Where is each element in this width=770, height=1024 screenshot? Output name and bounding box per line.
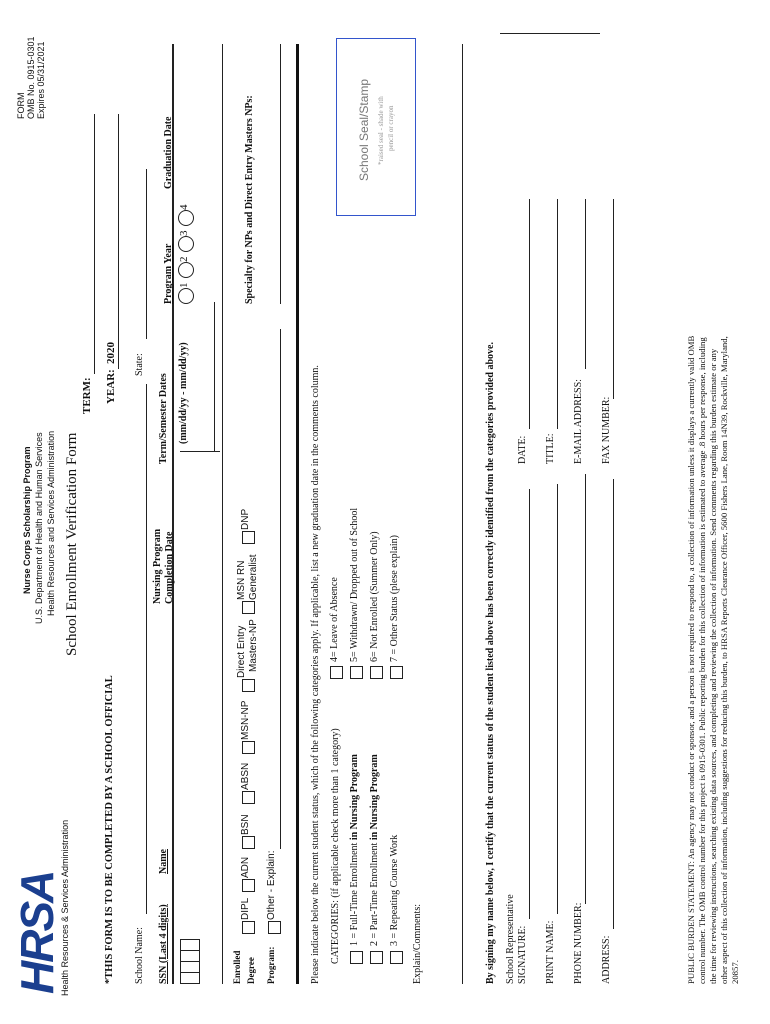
print-name-line xyxy=(557,484,558,914)
category-1-checkbox[interactable] xyxy=(350,951,363,964)
department-name: U.S. Department of Health and Human Services xyxy=(34,432,44,624)
category-7-checkbox[interactable] xyxy=(390,666,403,679)
completion-header-2: Completion Date xyxy=(164,531,175,604)
category-2-bold: in Nursing Program xyxy=(369,754,380,841)
degree-other-checkbox[interactable] xyxy=(268,921,281,934)
seal-note-2: pencil or crayon xyxy=(387,105,395,151)
term-dates-header: Term/Semester Dates xyxy=(158,373,169,464)
program-year-3-label: 3 xyxy=(178,230,190,236)
state-label: State: xyxy=(134,353,145,376)
category-5-checkbox[interactable] xyxy=(350,666,363,679)
term-line xyxy=(94,114,95,374)
program-year-header: Program Year xyxy=(163,243,174,304)
seal-title: School Seal/Stamp xyxy=(357,78,371,181)
ssn-digit-box[interactable] xyxy=(180,972,200,984)
school-representative-label: School Representative xyxy=(505,894,516,984)
address-line xyxy=(613,479,614,929)
category-7-label: 7 = Other Status (plese explain) xyxy=(389,535,400,662)
program-label: Program: xyxy=(266,946,276,984)
program-year-1-radio[interactable] xyxy=(178,288,194,304)
year-line xyxy=(118,114,119,369)
category-1-text: 1 = Full-Time Enrollment xyxy=(349,842,360,946)
category-5-label: 5= Withdrawn/ Dropped out of School xyxy=(349,507,360,662)
year-label: YEAR: xyxy=(105,369,117,404)
category-2-checkbox[interactable] xyxy=(370,951,383,964)
table-row-rule xyxy=(222,44,223,984)
signature-line xyxy=(529,489,530,919)
burden-line-4: other aspect of this collection of information, including suggestions for reducing this burden, to HRSA Reports Clearance Officer, 5600 Fishers Lane, Room 14N39, Rockville, Maryland, xyxy=(719,336,729,984)
category-6-label: 6= Not Enrolled (Summer Only) xyxy=(369,531,380,662)
degree-direct-entry-label: Direct Entry xyxy=(236,625,247,678)
status-instruction: Please indicate below the current student status, which of the following categories apply. If applicable, list a new graduation date in the comments column. xyxy=(310,365,321,984)
degree-generalist-label: Generalist xyxy=(248,554,259,600)
burden-line-3: the time for reviewing instructions, searching existing data sources, and completing and reviewing the collection of information. Send comments regarding this burden estimate or any xyxy=(708,348,718,984)
ssn-digit-box[interactable] xyxy=(180,939,200,951)
ssn-header: SSN (Last 4 digits) xyxy=(158,904,169,984)
school-seal-box xyxy=(336,38,416,216)
degree-msn-rn-label: MSN RN xyxy=(236,560,247,600)
degree-msn-np-checkbox[interactable] xyxy=(242,741,255,754)
burden-line-5: 20857. xyxy=(730,960,740,984)
degree-masters-np-label: Masters-NP xyxy=(248,619,259,672)
phone-line xyxy=(585,474,586,904)
signature-label: SIGNATURE: xyxy=(517,925,528,984)
category-4-label: 4= Leave of Absence xyxy=(329,577,340,662)
degree-bsn-checkbox[interactable] xyxy=(242,836,255,849)
print-name-label: PRINT NAME: xyxy=(545,920,556,984)
term-date-bottom xyxy=(214,302,215,452)
degree-adn-checkbox[interactable] xyxy=(242,879,255,892)
phone-label: PHONE NUMBER: xyxy=(573,902,584,984)
certification-text: By signing my name below, I certify that the current status of the student listed above has been correctly identified from the categories provided above. xyxy=(485,342,496,984)
email-line xyxy=(585,199,586,369)
burden-line-1: PUBLIC BURDEN STATEMENT: An agency may not conduct or sponsor, and a person is not required to respond to, a collection of information unless it displays a currently valid OMB xyxy=(686,335,696,984)
term-dates-format: (mm/dd/yy - mm/dd/yy) xyxy=(178,342,189,444)
fax-label: FAX NUMBER: xyxy=(601,396,612,464)
expiration-date: Expires 05/31/2021 xyxy=(36,41,46,119)
specialty-line xyxy=(280,44,281,304)
email-label: E-MAIL ADDRESS: xyxy=(573,379,584,464)
hrsa-logo: HRSA xyxy=(11,871,63,994)
school-name-label: School Name: xyxy=(134,927,145,984)
program-year-3-radio[interactable] xyxy=(178,236,194,252)
enrolled-label: Enrolled xyxy=(232,950,242,984)
state-line xyxy=(146,169,147,339)
category-2-text: 2 = Part-Time Enrollment xyxy=(369,842,380,946)
comments-line xyxy=(462,44,463,984)
seal-note-1: *raised seal - shade with xyxy=(377,96,385,165)
omb-number: OMB No. 0915-0301 xyxy=(26,36,36,119)
section-divider xyxy=(296,44,299,984)
degree-absn-checkbox[interactable] xyxy=(242,791,255,804)
certification-box-left xyxy=(500,33,600,34)
degree-other-line xyxy=(280,329,281,849)
specialty-label: Specialty for NPs and Direct Entry Masters NPs: xyxy=(244,95,255,304)
degree-msn-np-label: MSN-NP xyxy=(240,700,251,740)
explain-comments-label: Explain/Comments: xyxy=(412,904,423,984)
form-label: FORM xyxy=(16,92,26,119)
completion-header-1: Nursing Program xyxy=(152,528,163,604)
address-label: ADDRESS: xyxy=(601,935,612,984)
degree-dipl-checkbox[interactable] xyxy=(242,921,255,934)
degree-adn-label: ADN xyxy=(240,856,251,878)
degree-dnp-label: DNP xyxy=(240,508,251,530)
ssn-digit-box[interactable] xyxy=(180,950,200,962)
date-label: DATE: xyxy=(517,435,528,464)
category-6-checkbox[interactable] xyxy=(370,666,383,679)
category-3-checkbox[interactable] xyxy=(390,951,403,964)
completion-notice: *THIS FORM IS TO BE COMPLETED BY A SCHOOL OFFICIAL xyxy=(104,675,115,984)
categories-label: CATEGORIES: (if applicable check more than 1 category) xyxy=(330,728,341,964)
year-value[interactable]: 2020 xyxy=(105,342,117,364)
title-line xyxy=(557,199,558,429)
program-name: Nurse Corps Scholarship Program xyxy=(22,446,32,594)
school-name-line xyxy=(146,384,147,914)
category-4-checkbox[interactable] xyxy=(330,666,343,679)
program-year-4-radio[interactable] xyxy=(178,210,194,226)
title-label: TITLE: xyxy=(545,433,556,464)
degree-other-label: Other - Explain: xyxy=(266,850,277,920)
program-year-1-label: 1 xyxy=(178,282,190,288)
program-year-2-label: 2 xyxy=(178,256,190,262)
degree-dnp-checkbox[interactable] xyxy=(242,531,255,544)
graduation-header: Graduation Date xyxy=(163,116,174,189)
term-label: TERM: xyxy=(81,377,93,414)
category-1-label xyxy=(349,754,360,946)
category-1-bold: in Nursing Program xyxy=(349,754,360,841)
program-year-4-label: 4 xyxy=(178,204,190,210)
degree-msn-rn-checkbox[interactable] xyxy=(242,601,255,614)
degree-absn-label: ABSN xyxy=(240,762,251,790)
program-year-2-radio[interactable] xyxy=(178,262,194,278)
hrsa-logo-subtitle: Health Resources & Services Administration xyxy=(60,819,70,996)
degree-direct-entry-checkbox[interactable] xyxy=(242,679,255,692)
category-3-label: 3 = Repeating Course Work xyxy=(389,834,400,946)
burden-line-2: control number. The OMB control number for this project is 0915-0301. Public reporting burden for this collection of information is estimated to average .8 hours per response, including xyxy=(697,337,707,984)
date-line xyxy=(529,199,530,429)
degree-dipl-label: DIPL xyxy=(240,897,251,920)
administration-name: Health Resources and Services Administration xyxy=(46,430,56,616)
degree-label: Degree xyxy=(246,957,256,984)
fax-line xyxy=(613,199,614,399)
form-title: School Enrollment Verification Form xyxy=(64,432,80,656)
ssn-digit-box[interactable] xyxy=(180,961,200,973)
degree-bsn-label: BSN xyxy=(240,814,251,835)
name-header: Name xyxy=(158,849,169,874)
category-2-label xyxy=(369,754,380,946)
